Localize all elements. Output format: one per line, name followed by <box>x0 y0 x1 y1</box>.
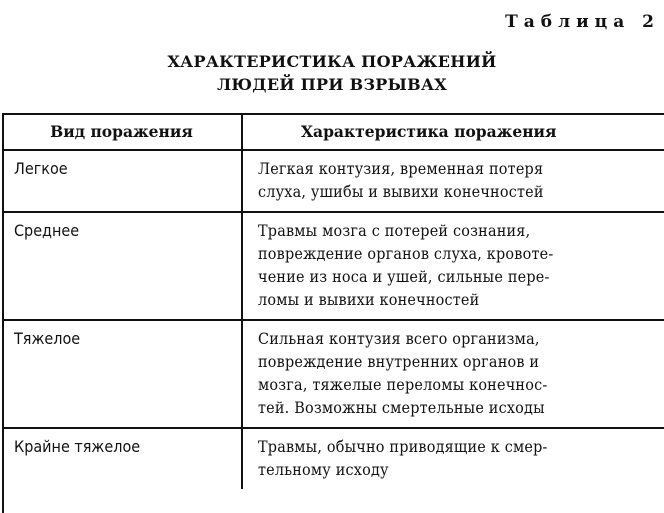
injury-type-cell: Крайне тяжелое <box>2 428 242 489</box>
description-line: повреждение органов слуха, кровоте- <box>258 244 554 263</box>
injury-type-cell: Тяжелое <box>2 320 242 428</box>
injury-description-cell <box>242 320 664 428</box>
table-row <box>2 428 664 489</box>
description-line: тей. Возможны смертельные исходы <box>258 398 545 417</box>
description-line: Травмы мозга с потерей сознания, <box>258 221 531 240</box>
description-line: мозга, тяжелые переломы конечнос- <box>258 375 548 394</box>
table-header-row <box>2 113 664 150</box>
injury-type-cell: Среднее <box>2 212 242 320</box>
injury-characteristics-table <box>2 113 664 489</box>
injury-description-cell <box>242 212 664 320</box>
title-line-2: ЛЮДЕЙ ПРИ ВЗРЫВАХ <box>216 75 448 94</box>
header-injury-type: Вид поражения <box>2 113 242 150</box>
injury-description-cell <box>242 428 664 489</box>
description-line: повреждение внутренних органов и <box>258 352 540 371</box>
description-line: Легкая контузия, временная потеря <box>258 159 544 178</box>
description-line: Травмы, обычно приводящие к смер- <box>258 437 548 456</box>
injury-type-cell: Легкое <box>2 150 242 212</box>
description-line: чение из носа и ушей, сильные пере- <box>258 267 550 286</box>
description-line: Сильная контузия всего организма, <box>258 329 540 348</box>
description-line: ломы и вывихи конечностей <box>258 290 480 309</box>
table-row <box>2 212 664 320</box>
description-line: слуха, ушибы и вывихи конечностей <box>258 182 544 201</box>
title-line-1: ХАРАКТЕРИСТИКА ПОРАЖЕНИЙ <box>167 52 497 71</box>
document-title <box>0 50 664 96</box>
table-row <box>2 320 664 428</box>
description-line: тельному исходу <box>258 460 389 479</box>
table-row <box>2 150 664 212</box>
table-number-label: Таблица 2 <box>505 12 660 32</box>
injury-description-cell <box>242 150 664 212</box>
header-injury-description: Характеристика поражения <box>242 113 664 150</box>
